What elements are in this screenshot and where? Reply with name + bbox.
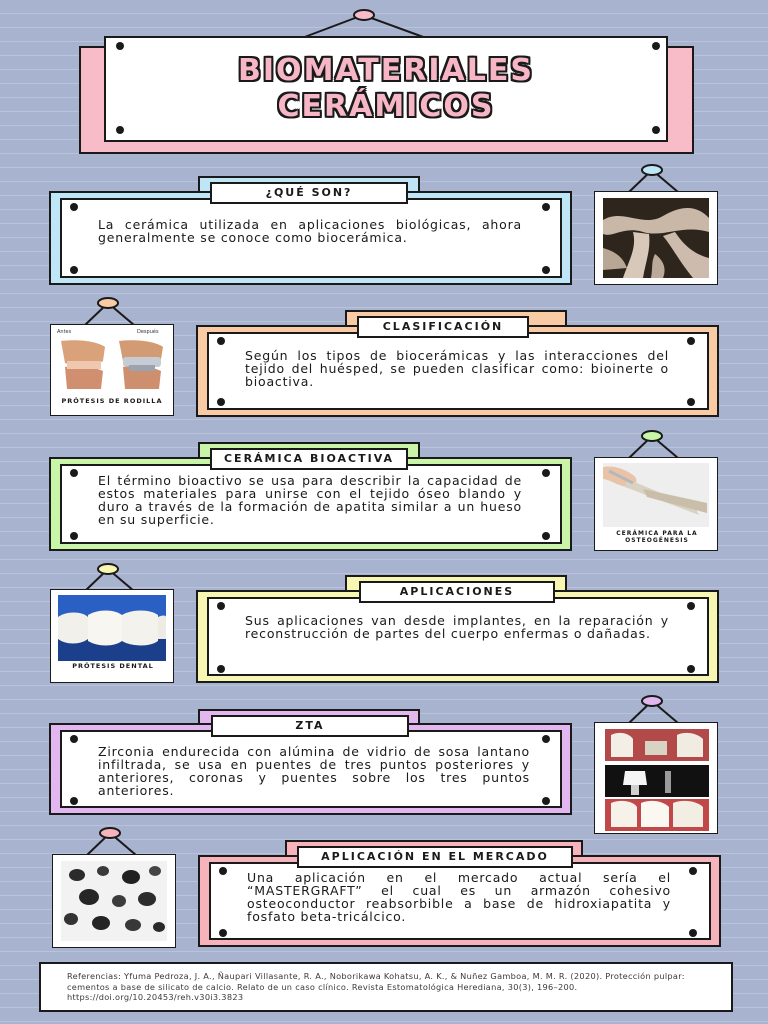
porous-scaffold-image xyxy=(61,861,167,941)
pin-dot xyxy=(70,735,78,743)
photo-dental-frame xyxy=(50,589,174,683)
section-zta-text: Zirconia endurecida con alúmina de vidrio de sosa lantano infiltrada, se usa en puentes de tres puntos posteriores y anteriores, coronas y puentes sobre los tres puntos anteriores. xyxy=(98,744,530,798)
photo-bone-frame xyxy=(594,191,718,285)
pin-dot xyxy=(689,867,697,875)
section-clasificacion-text: Según los tipos de biocerámicas y las interacciones del tejido del huésped, se pueden clasificar como: bioinerte o bioactiva. xyxy=(245,348,669,389)
pin-dot xyxy=(542,735,550,743)
photo-osteo-caption: CERÁMICA PARA LA OSTEOGÉNESIS xyxy=(616,530,698,544)
knee-prosthesis-image xyxy=(57,337,169,391)
pin-dot xyxy=(542,797,550,805)
pin-dot xyxy=(70,469,78,477)
bone-structure-image xyxy=(603,198,709,278)
pin-dot xyxy=(542,469,550,477)
pin-dot xyxy=(70,266,78,274)
title-panel xyxy=(104,36,668,142)
photo-scaffold-hanger xyxy=(84,826,142,856)
photo-knee-frame xyxy=(50,324,174,416)
references-text: Referencias: Yfuma Pedroza, J. A., Ñaupari Villasante, R. A., Noborikawa Kohatsu, A. K., & Nuñez Gamboa, M. M. R. (2020). Protección pulpar: cementos a base de silicato de calcio. Relato de un caso clínico. Revista Estomatológica Herediana, 30(3), 196–200. https://doi.org/10.20453/reh.v30i3.3823 xyxy=(67,971,685,1002)
pin-dot xyxy=(687,602,695,610)
pin-dot xyxy=(219,867,227,875)
photo-dental-hanger xyxy=(82,562,140,592)
references-box xyxy=(39,962,733,1012)
photo-osteo-frame xyxy=(594,457,718,551)
pin-dot xyxy=(116,42,124,50)
knee-before-label: Antes xyxy=(57,329,72,335)
pin-dot xyxy=(217,602,225,610)
pin-dot xyxy=(542,532,550,540)
photo-zta-hanger xyxy=(626,694,684,724)
section-aplicaciones-text: Sus aplicaciones van desde implantes, en la reparación y reconstrucción de partes del cuerpo enfermas o dañadas. xyxy=(245,613,669,641)
pin-dot xyxy=(70,203,78,211)
bioceramic-application-image xyxy=(603,463,709,527)
photo-bone-hanger xyxy=(626,163,684,193)
photo-knee-hanger xyxy=(82,296,140,326)
section-zta-heading: ZTA xyxy=(211,715,409,737)
section-aplicacion-mercado-heading: APLICACIÓN EN EL MERCADO xyxy=(297,846,573,868)
pin-dot xyxy=(217,337,225,345)
section-ceramica-bioactiva-heading: CERÁMICA BIOACTIVA xyxy=(210,448,408,470)
page-title-line-1: BIOMATERIALES xyxy=(238,53,534,88)
section-clasificacion-heading: CLASIFICACIÓN xyxy=(357,316,529,338)
pin-dot xyxy=(217,398,225,406)
page-title-line-2: CERÁMICOS xyxy=(277,89,495,124)
pin-dot xyxy=(652,126,660,134)
pin-dot xyxy=(70,532,78,540)
pin-dot xyxy=(652,42,660,50)
photo-zta-frame xyxy=(594,722,718,834)
pin-dot xyxy=(542,203,550,211)
photo-osteo-hanger xyxy=(626,429,684,459)
section-ceramica-bioactiva-text: El término bioactivo se usa para describir la capacidad de estos materiales para unirse con el tejido óseo blando y duro a través de la formación de apatita similar a un hueso en su superficie. xyxy=(98,473,522,527)
dental-prosthesis-image xyxy=(58,595,166,661)
photo-dental-caption: PRÓTESIS DENTAL xyxy=(72,662,154,670)
pin-dot xyxy=(687,398,695,406)
pin-dot xyxy=(217,665,225,673)
pin-dot xyxy=(687,665,695,673)
section-aplicacion-mercado-text: Una aplicación en el mercado actual sería el “MASTERGRAFT” el cual es un armazón cohesivo osteoconductor reabsorbible a base de hidroxiapatita y fosfato beta-tricálcico. xyxy=(247,870,671,924)
pin-dot xyxy=(116,126,124,134)
pin-dot xyxy=(689,929,697,937)
pin-dot xyxy=(70,797,78,805)
section-aplicaciones-heading: APLICACIONES xyxy=(359,581,555,603)
pin-dot xyxy=(542,266,550,274)
photo-scaffold-frame xyxy=(52,854,176,948)
zta-dental-implant-image xyxy=(605,729,709,831)
pin-dot xyxy=(687,337,695,345)
section-que-son-text: La cerámica utilizada en aplicaciones biológicas, ahora generalmente se conoce como biocerámica. xyxy=(98,217,522,245)
photo-knee-caption: PRÓTESIS DE RODILLA xyxy=(61,397,163,405)
section-que-son-heading: ¿QUÉ SON? xyxy=(210,182,408,204)
knee-after-label: Después xyxy=(137,329,159,335)
pin-dot xyxy=(219,929,227,937)
